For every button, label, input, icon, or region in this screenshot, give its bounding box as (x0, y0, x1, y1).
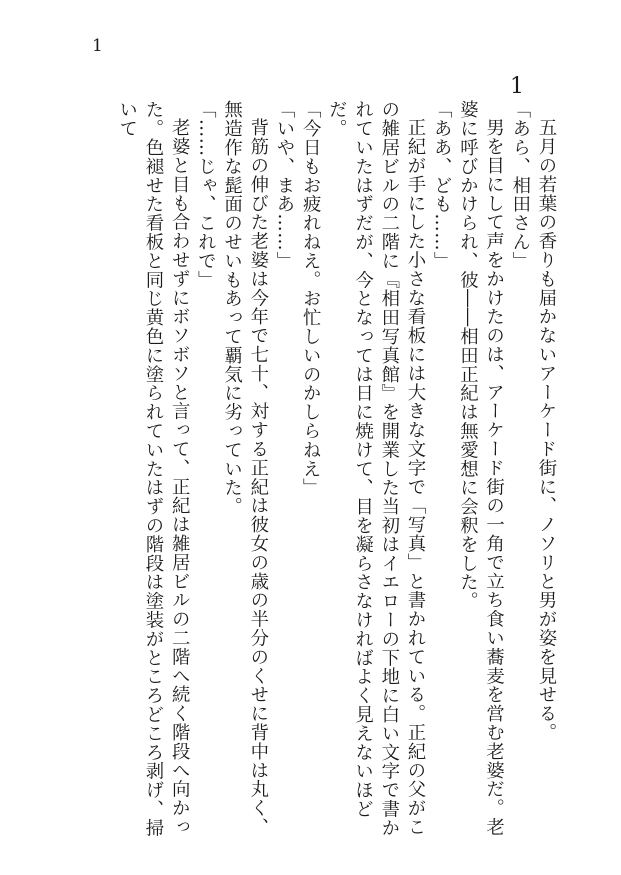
page-number: 1 (92, 36, 103, 56)
paragraph-line: 五月の若葉の香りも届かないアーケード街に、ノソリと男が姿を見せる。 (536, 118, 557, 743)
paragraph-line: 「あら、相田さん」 (509, 100, 531, 271)
paragraph-line: 「いや、まあ……」 (273, 100, 295, 271)
paragraph-line: 正紀が手にした小さな看板には大きな文字で「写真」と書かれている。正紀の父がこの雑居ビルの二階に『相田写真館』を開業した当初はイエローの下地に白い文字で書かれていたはずだが、今となっては日に焼けて、目を凝らさなければよく見えないほどだ。 (326, 100, 426, 838)
paragraph-line: 老婆と目も合わせずにボソボソと言って、正紀は雑居ビルの二階へ続く階段へ向かった。色褪せた看板と同じ黄色に塗られていたはずの階段は塗装がところどころ剥げ、掃いて (116, 100, 191, 838)
novel-text-body (89, 100, 559, 845)
paragraph-line: 「今日もお疲れねえ。お忙しいのかしらねえ」 (300, 100, 322, 497)
paragraph-line: 「ああ、ども……」 (431, 100, 453, 271)
paragraph-line: 男を目にして声をかけたのは、アーケード街の一角で立ち食い蕎麦を営む老婆だ。老婆に呼びかけられ、彼――相田正紀は無愛想に会釈をした。 (457, 100, 505, 837)
paragraph-line: 「……じゃ、これで」 (195, 100, 217, 289)
chapter-number: 1 (510, 74, 524, 99)
paragraph-line: 背筋の伸びた老婆は今年で七十、対する正紀は彼女の歳の半分のくせに背中は丸く、無造作な髭面のせいもあって覇気に劣っていた。 (221, 100, 269, 837)
